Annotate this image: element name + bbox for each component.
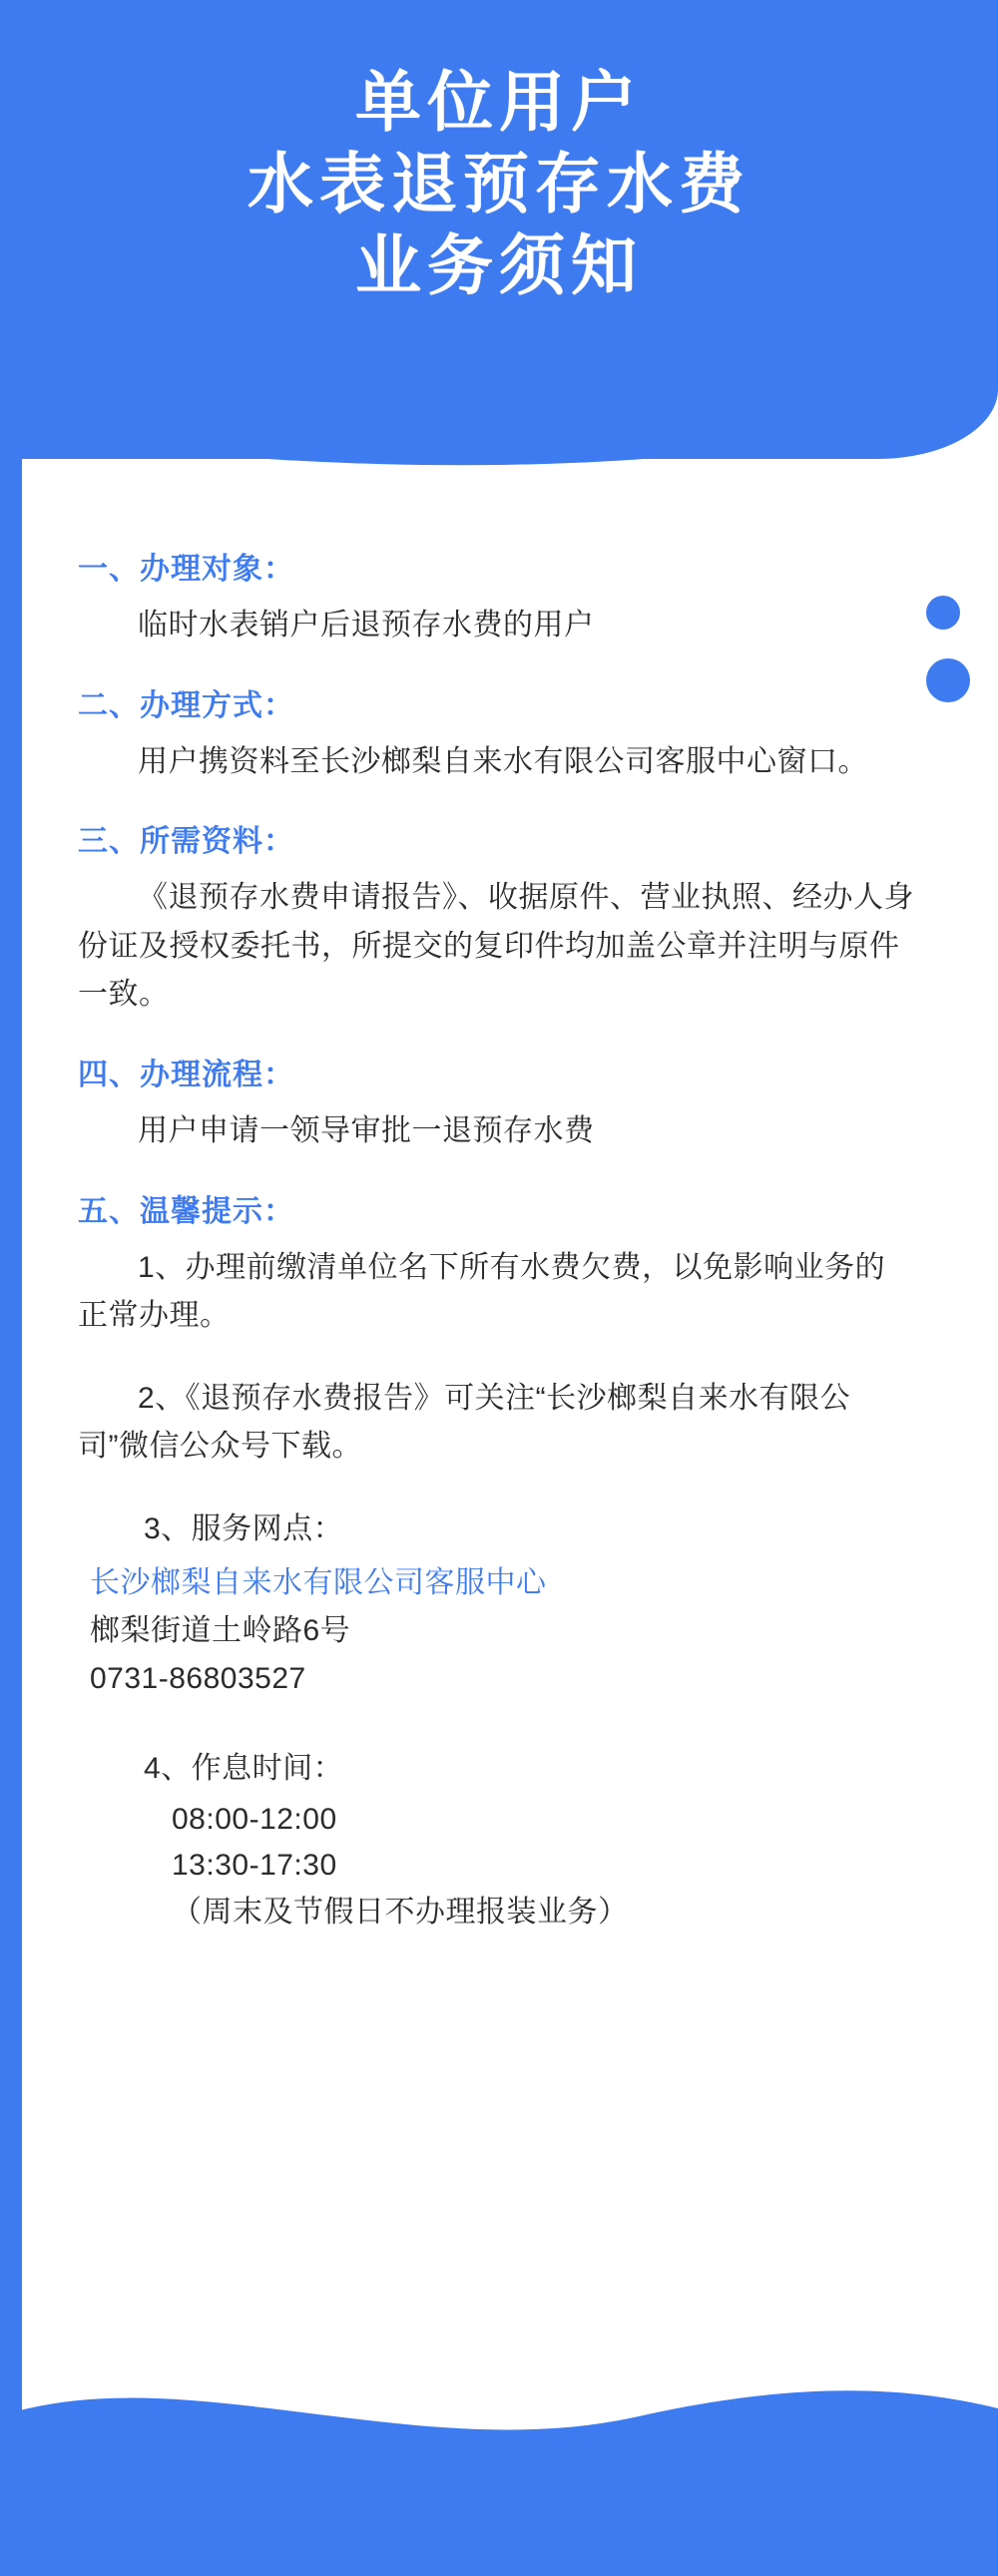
section-required-materials [78,816,914,1020]
decorative-dot-small [926,596,960,630]
section-method [78,680,914,787]
office-hours-morning: 08:00-12:00 [172,1802,337,1836]
service-address: 榔梨街道土岭路6号 [90,1613,351,1647]
tip-item-2: 2、《退预存水费报告》可关注“长沙榔梨自来水有限公司”微信公众号下载。 [78,1381,851,1464]
section-heading: 四、办理流程： [78,1058,294,1091]
page-title [0,62,998,306]
service-points-title: 3、服务网点： [144,1511,344,1545]
section-heading: 一、办理对象： [78,553,294,586]
footer-wave [0,2347,998,2576]
section-body: 《退预存水费申请报告》、收据原件、营业执照、经办人身份证及授权委托书，所提交的复印件均加盖公章并注明与原件一致。 [78,881,914,1012]
office-hours-note: （周末及节假日不办理报装业务） [172,1895,629,1929]
section-heading: 五、温馨提示： [78,1194,294,1228]
section-heading: 三、所需资料： [78,825,294,859]
section-body: 用户申请一领导审批一退预存水费 [138,1113,595,1147]
service-phone[interactable]: 0731-86803527 [90,1661,306,1695]
office-hours-title: 4、作息时间： [144,1751,344,1785]
content-body [78,544,914,1965]
title-line-2: 水表退预存水费 [248,146,750,220]
section-target-audience [78,544,914,650]
section-body: 用户携资料至长沙榔梨自来水有限公司客服中心窗口。 [138,744,868,778]
section-tips [78,1186,914,1936]
tip-item-1: 1、办理前缴清单位名下所有水费欠费，以免影响业务的正常办理。 [78,1250,886,1333]
title-line-3: 业务须知 [355,227,643,302]
office-hours-afternoon: 13:30-17:30 [172,1849,337,1883]
header-banner-curve [0,369,998,479]
section-body: 临时水表销户后退预存水费的用户 [138,609,595,642]
title-line-1: 单位用户 [355,65,643,139]
service-center-name[interactable]: 长沙榔梨自来水有限公司客服中心 [90,1565,547,1599]
decorative-dot-large [926,658,970,702]
section-process [78,1050,914,1156]
section-heading: 二、办理方式： [78,688,294,722]
